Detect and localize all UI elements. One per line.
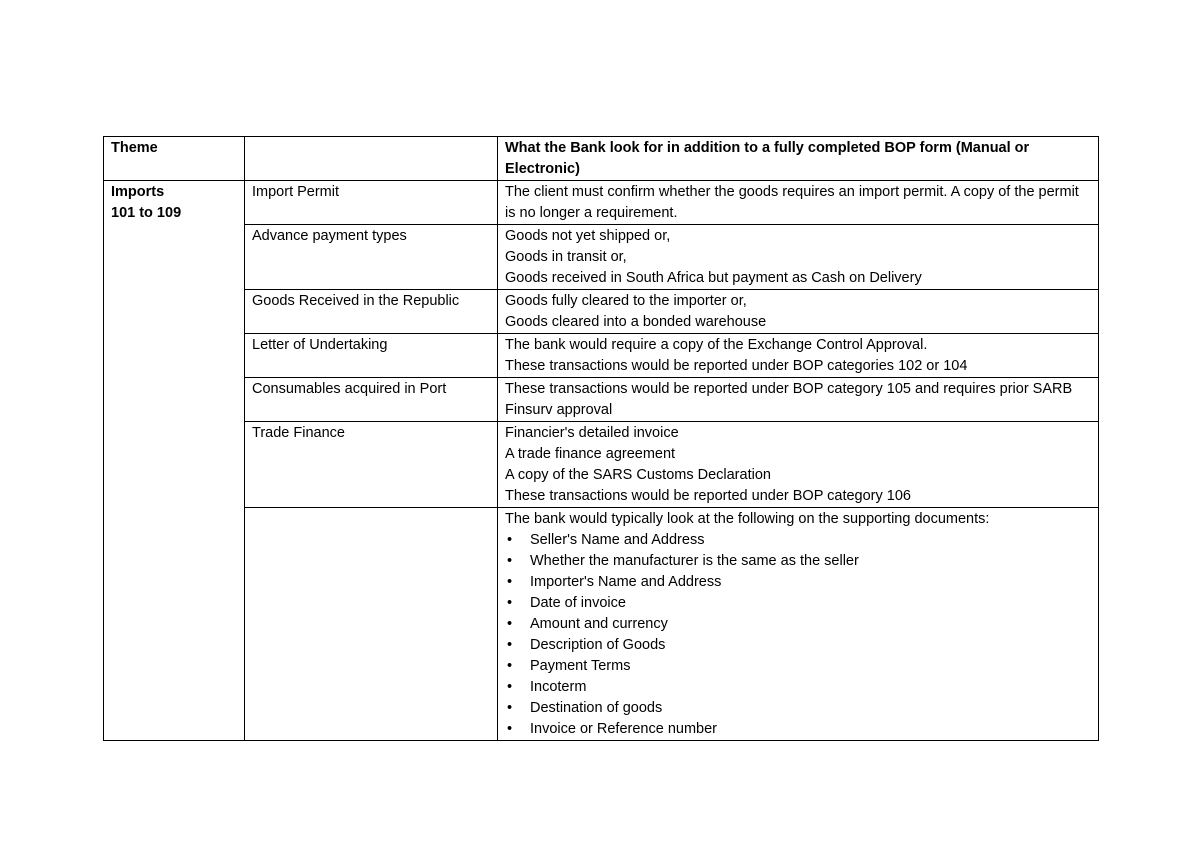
requirement-line: These transactions would be reported under BOP category 105 and requires prior SARB Finsurv approval — [505, 381, 1073, 418]
list-item: • Destination of goods — [505, 698, 1092, 719]
theme-range: 101 to 109 — [111, 205, 182, 221]
table-row — [104, 290, 1099, 334]
requirement-cell — [498, 181, 1099, 225]
requirement-line: These transactions would be reported under BOP category 106 — [505, 488, 911, 504]
requirement-cell — [498, 334, 1099, 378]
supporting-docs-list — [505, 530, 1092, 740]
requirement-line: Goods in transit or, — [505, 249, 627, 265]
subtheme-label: Import Permit — [245, 181, 498, 225]
supporting-docs-cell — [498, 508, 1099, 741]
subtheme-label: Advance payment types — [245, 225, 498, 290]
requirement-line: Goods not yet shipped or, — [505, 228, 671, 244]
bop-requirements-table — [103, 136, 1099, 741]
table-row — [104, 422, 1099, 508]
requirement-cell — [498, 225, 1099, 290]
requirement-line: The client must confirm whether the goods requires an import permit. A copy of the permit is no longer a requirement. — [505, 184, 1079, 221]
requirement-line: Goods fully cleared to the importer or, — [505, 293, 747, 309]
table-row — [104, 378, 1099, 422]
table-header-row — [104, 137, 1099, 181]
list-item: • Description of Goods — [505, 635, 1092, 656]
header-theme: Theme — [104, 137, 245, 181]
list-item: • Date of invoice — [505, 593, 1092, 614]
requirement-line: The bank would require a copy of the Exchange Control Approval. — [505, 337, 928, 353]
list-item: • Importer's Name and Address — [505, 572, 1092, 593]
requirement-cell — [498, 378, 1099, 422]
requirement-line: A copy of the SARS Customs Declaration — [505, 467, 771, 483]
table-row — [104, 225, 1099, 290]
subtheme-label: Letter of Undertaking — [245, 334, 498, 378]
subtheme-label: Goods Received in the Republic — [245, 290, 498, 334]
requirement-line: Goods cleared into a bonded warehouse — [505, 314, 767, 330]
requirement-cell — [498, 422, 1099, 508]
subtheme-label-empty — [245, 508, 498, 741]
subtheme-label: Consumables acquired in Port — [245, 378, 498, 422]
theme-cell-imports — [104, 181, 245, 741]
list-item: • Amount and currency — [505, 614, 1092, 635]
subtheme-label: Trade Finance — [245, 422, 498, 508]
table-row — [104, 508, 1099, 741]
list-item: • Whether the manufacturer is the same as the seller — [505, 551, 1092, 572]
requirement-line: Goods received in South Africa but payment as Cash on Delivery — [505, 270, 922, 286]
table-row — [104, 181, 1099, 225]
supporting-docs-intro: The bank would typically look at the following on the supporting documents: — [505, 511, 990, 527]
list-item: • Seller's Name and Address — [505, 530, 1092, 551]
list-item: • Payment Terms — [505, 656, 1092, 677]
table-row — [104, 334, 1099, 378]
requirement-line: These transactions would be reported under BOP categories 102 or 104 — [505, 358, 968, 374]
header-requirements: What the Bank look for in addition to a fully completed BOP form (Manual or Electronic) — [498, 137, 1099, 181]
requirement-line: Financier's detailed invoice — [505, 425, 679, 441]
header-subtheme — [245, 137, 498, 181]
theme-name: Imports — [111, 184, 165, 200]
list-item: • Incoterm — [505, 677, 1092, 698]
requirement-line: A trade finance agreement — [505, 446, 676, 462]
requirement-cell — [498, 290, 1099, 334]
list-item: • Invoice or Reference number — [505, 719, 1092, 740]
